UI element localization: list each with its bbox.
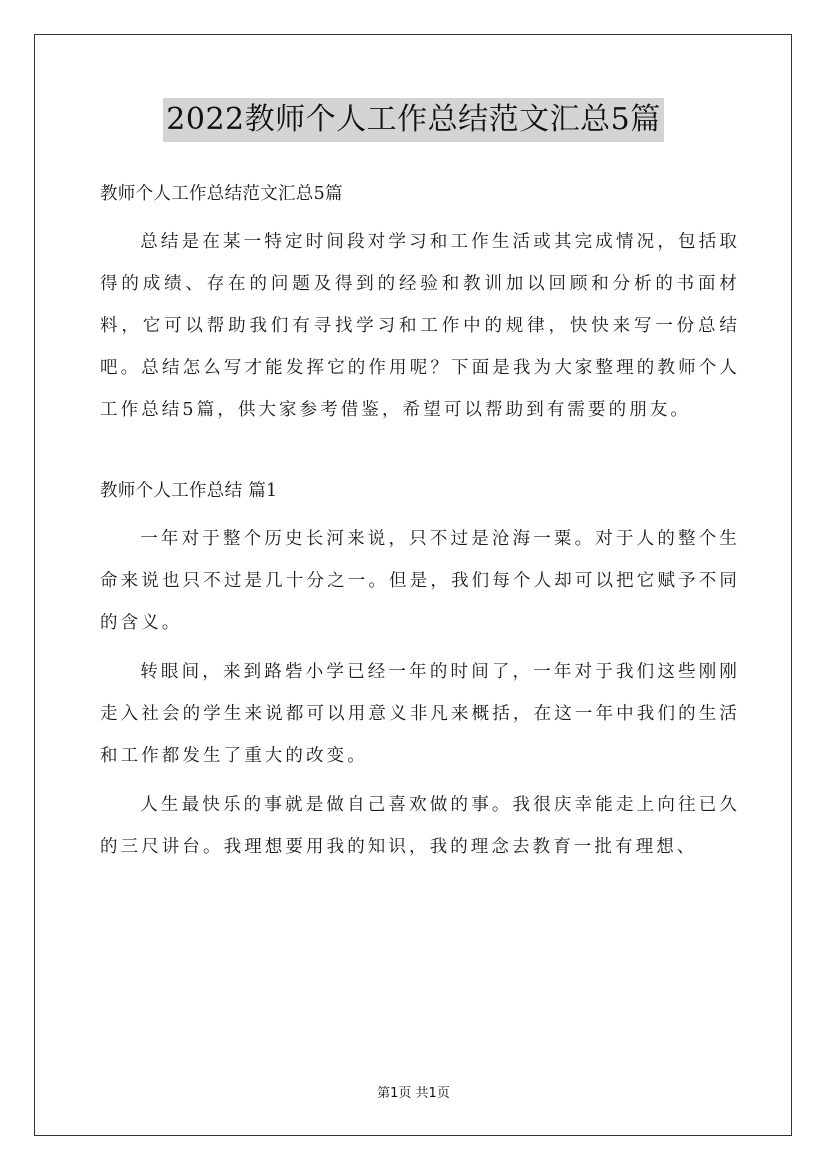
section-heading: 教师个人工作总结 篇1: [100, 481, 278, 501]
document-body: [100, 174, 740, 868]
body-paragraph: 人生最快乐的事就是做自己喜欢做的事。我很庆幸能走上向往已久的三尺讲台。我理想要用我的知识，我的理念去教育一批有理想、: [100, 795, 740, 857]
intro-paragraph: 总结是在某一特定时间段对学习和工作生活或其完成情况，包括取得的成绩、存在的问题及得到的经验和教训加以回顾和分析的书面材料，它可以帮助我们有寻找学习和工作中的规律，快快来写一份总结吧。总结怎么写才能发挥它的作用呢？下面是我为大家整理的教师个人工作总结5篇，供大家参考借鉴，希望可以帮助到有需要的朋友。: [100, 232, 740, 420]
body-paragraph: 转眼间，来到路砦小学已经一年的时间了，一年对于我们这些刚刚走入社会的学生来说都可以用意义非凡来概括，在这一年中我们的生活和工作都发生了重大的改变。: [100, 662, 740, 766]
page-number-footer: 第1页 共1页: [377, 1086, 450, 1101]
subtitle-heading: 教师个人工作总结范文汇总5篇: [100, 184, 343, 204]
body-paragraph: 一年对于整个历史长河来说，只不过是沧海一粟。对于人的整个生命来说也只不过是几十分之一。但是，我们每个人却可以把它赋予不同的含义。: [100, 529, 740, 633]
document-title: 2022教师个人工作总结范文汇总5篇: [163, 98, 663, 142]
title-container: [0, 98, 827, 142]
